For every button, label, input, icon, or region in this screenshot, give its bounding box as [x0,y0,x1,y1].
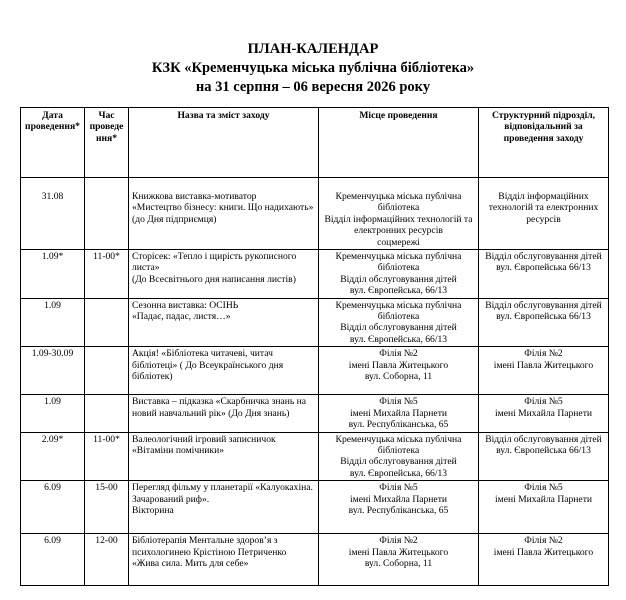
cell-department [479,178,609,250]
table-row [21,347,609,395]
table-row [21,534,609,586]
place-text: Філія №5 [379,482,418,494]
cell-date: 2.09* [21,432,85,481]
place-text: Відділ обслуговування дітей [340,456,457,468]
event-text: Виставка – підказка «Скарбничка знань на новий навчальний рік» (До Дня знань) [132,396,307,419]
cell-place [319,250,479,299]
cell-department [479,395,609,432]
place-text: вул. Республіканська, 65 [348,419,449,431]
place-text: Філія №5 [379,396,418,408]
column-header-department: Структурний підрозділ, відповідальний за проведення заходу [479,108,609,178]
cell-department [479,250,609,299]
cell-time [85,395,129,432]
cell-time: 11-00* [85,250,129,299]
column-header-time: Час проведе ння* [85,108,129,178]
department-text: імені Павла Житецького [493,546,594,558]
event-text: «Мистецтво бізнесу: книги. Що надихають» (до Дня підприємця) [132,202,314,225]
place-text: Філія №2 [379,348,418,360]
table-row [21,250,609,299]
cell-department [479,534,609,586]
cell-date: 6.09 [21,534,85,586]
cell-place [319,395,479,432]
cell-date: 1.09* [21,250,85,299]
cell-date: 6.09 [21,481,85,534]
cell-date: 1.09 [21,298,85,347]
place-text: Філія №2 [379,535,418,547]
cell-event [129,432,319,481]
period-title: на 31 серпня – 06 вересня 2026 року [195,79,431,95]
column-header-date: Дата проведення* [21,108,85,178]
cell-department [479,347,609,395]
cell-department [479,298,609,347]
department-text: Філія №5 [524,396,563,408]
place-text: вул. Республіканська, 65 [348,504,449,516]
place-text: Відділ обслуговування дітей [340,273,457,285]
table-row [21,298,609,347]
cell-date: 1.09-30.09 [21,347,85,395]
place-text: Відділ обслуговування дітей [340,322,457,334]
cell-department [479,481,609,534]
cell-time [85,347,129,395]
place-text: імені Павла Житецького [348,546,449,558]
cell-event [129,347,319,395]
place-text: Відділ інформаційних технологій та електронних ресурсів [324,213,473,237]
department-text: Філія №2 [524,348,563,360]
place-text: вул. Європейська, 66/13 [349,285,448,297]
place-text: вул. Соборна, 11 [364,371,433,383]
place-text: Кременчуцька міська публічна бібліотека [335,191,462,214]
plan-title: ПЛАН-КАЛЕНДАР [247,41,379,57]
cell-place [319,481,479,534]
event-text: (До Всесвітнього дня написання листів) [132,273,296,285]
department-text: Відділ обслуговування дітей [485,433,602,445]
event-text: «Жива сила. Мить для себе» [132,557,249,569]
cell-event [129,481,319,534]
department-text: вул. Європейська 66/13 [496,444,591,456]
table-row [21,395,609,432]
place-text: вул. Соборна, 11 [364,557,433,569]
event-text: Бібліотерапія Ментальне здоров’я з психологинею Крістіною Петриченко [132,535,287,558]
cell-time [85,178,129,250]
department-text: імені Павла Житецького [493,359,594,371]
place-text: Кременчуцька міська публічна бібліотека [335,433,462,456]
place-text: імені Павла Житецького [348,359,449,371]
cell-time [85,298,129,347]
cell-place [319,298,479,347]
event-text: Акція! «Бібліотека читачеві, читач бібліотеці» ( До Всеукраїнського дня бібліотек) [132,348,284,383]
department-text: вул. Європейська 66/13 [496,262,591,274]
cell-place [319,178,479,250]
department-text: Відділ інформаційних технологій та електронних ресурсів [488,191,599,225]
event-text: «Падає, падає, листя…» [132,311,231,323]
cell-event [129,298,319,347]
place-text: Кременчуцька міська публічна бібліотека [335,299,462,323]
place-text: вул. Європейська, 66/13 [349,333,448,345]
place-text: імені Михайла Парнети [349,493,448,505]
column-header-event: Назва та зміст заходу [129,108,319,178]
cell-event [129,395,319,432]
table-header-row [21,108,609,178]
events-table [20,107,609,586]
cell-time: 11-00* [85,432,129,481]
cell-event [129,250,319,299]
cell-event [129,178,319,250]
place-text: імені Михайла Парнети [349,407,448,419]
place-text: Кременчуцька міська публічна бібліотека [335,251,462,274]
department-text: вул. Європейська 66/13 [496,311,591,323]
department-text: Відділ обслуговування дітей [485,299,602,311]
column-header-place: Місце проведення [319,108,479,178]
cell-date: 1.09 [21,395,85,432]
place-text: вул. Європейська, 66/13 [349,467,448,479]
cell-place [319,534,479,586]
cell-time: 15-00 [85,481,129,534]
place-text: соцмережі [377,236,420,248]
cell-place [319,347,479,395]
event-text: Книжкова виставка-мотиватор [132,191,257,202]
table-row [21,432,609,481]
department-text: імені Михайла Парнети [494,407,593,419]
cell-place [319,432,479,481]
cell-event [129,534,319,586]
cell-department [479,432,609,481]
department-text: Відділ обслуговування дітей [485,251,602,263]
event-text: Валеологічний ігровий записничок [132,433,276,445]
table-row [21,481,609,534]
event-text: Сторісек: «Тепло і щирість рукописного листа» [132,251,297,274]
event-text: Вікторина [132,504,174,516]
cell-date: 31.08 [21,178,85,250]
department-text: імені Михайла Парнети [494,493,593,505]
event-text: Перегляд фільму у планетарії «Калуокахіна. Зачарований риф». [132,482,313,505]
event-text: «Вітаміни помічники» [132,444,225,456]
event-text: Сезонна виставка: ОСІНЬ [132,299,239,311]
cell-time: 12-00 [85,534,129,586]
table-row [21,178,609,250]
organization-title: КЗК «Кременчуцька міська публічна бібліотека» [151,60,475,76]
department-text: Філія №2 [524,535,563,547]
department-text: Філія №5 [524,482,563,494]
